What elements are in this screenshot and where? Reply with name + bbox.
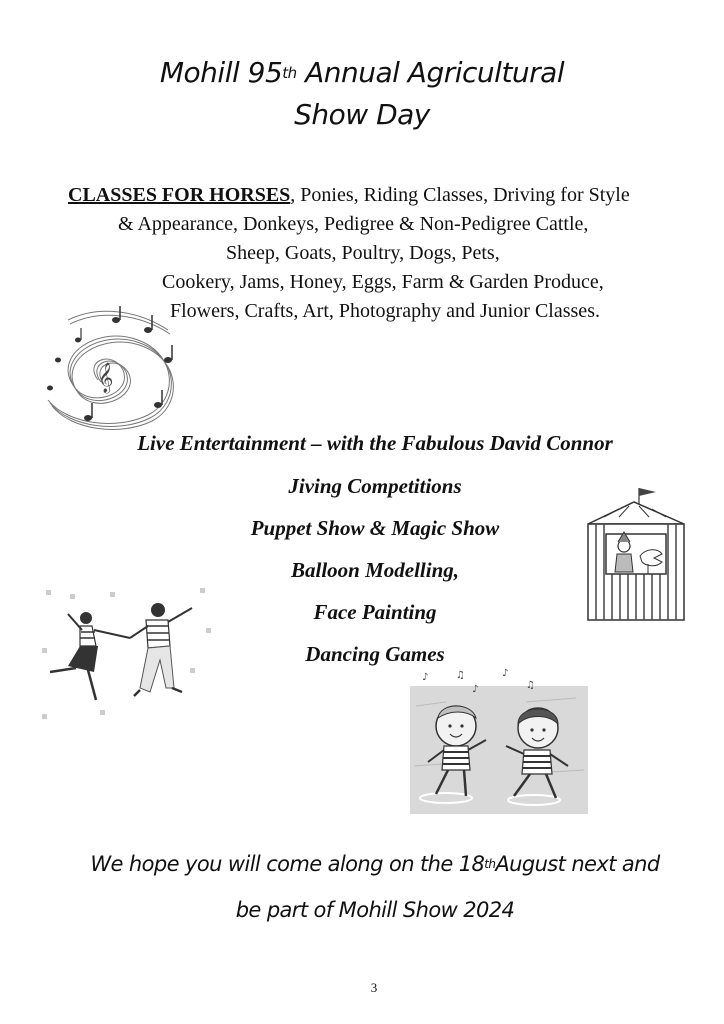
- classes-line-1: CLASSES FOR HORSES, Ponies, Riding Classes, Driving for Style: [68, 184, 630, 206]
- svg-text:♫: ♫: [456, 670, 465, 681]
- classes-line-2: & Appearance, Donkeys, Pedigree & Non-Pedigree Cattle,: [118, 213, 589, 235]
- entertainment-line: Balloon Modelling,: [290, 558, 460, 582]
- svg-text:♪: ♪: [502, 668, 509, 679]
- classes-heading: CLASSES FOR HORSES: [68, 184, 291, 206]
- dancing-children-icon: [406, 666, 592, 818]
- svg-text:♪: ♪: [422, 672, 429, 683]
- page-number: 3: [370, 980, 378, 995]
- classes-line-5: Flowers, Crafts, Art, Photography and Junior Classes.: [170, 300, 600, 322]
- svg-text:𝄞: 𝄞: [98, 363, 114, 393]
- entertainment-line: Jiving Competitions: [288, 474, 462, 498]
- title-line-2: Show Day: [294, 98, 430, 131]
- svg-text:♪: ♪: [472, 684, 479, 695]
- puppet-booth-icon: [584, 484, 688, 624]
- entertainment-line: Live Entertainment – with the Fabulous David Connor: [137, 431, 613, 455]
- jive-dancers-icon: [40, 588, 216, 720]
- svg-text:♫: ♫: [526, 680, 535, 691]
- music-notes-swirl-icon: [28, 300, 198, 440]
- classes-line-3: Sheep, Goats, Poultry, Dogs, Pets,: [226, 242, 500, 264]
- classes-line-4: Cookery, Jams, Honey, Eggs, Farm & Garden Produce,: [162, 271, 604, 293]
- entertainment-line: Puppet Show & Magic Show: [250, 516, 500, 540]
- closing-line-1: We hope you will come along on the 18thAugust next and: [90, 852, 660, 876]
- closing-line-2: be part of Mohill Show 2024: [235, 898, 515, 922]
- entertainment-line: Face Painting: [313, 600, 437, 624]
- entertainment-line: Dancing Games: [305, 642, 445, 666]
- title-line-1: Mohill 95th Annual Agricultural: [159, 56, 565, 89]
